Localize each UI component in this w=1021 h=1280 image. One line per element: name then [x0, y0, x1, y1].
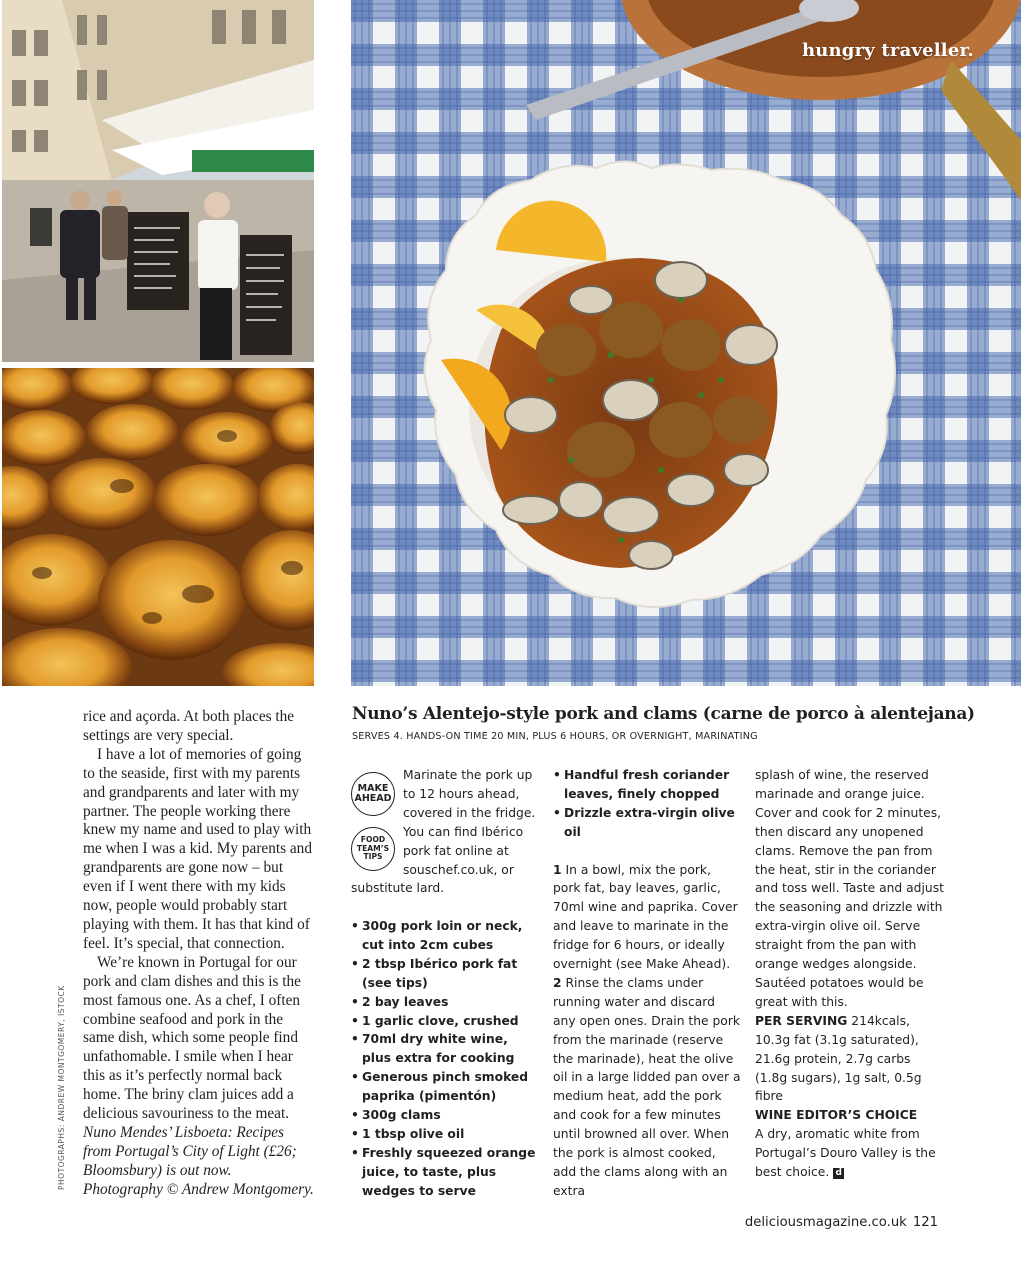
ingredient-item: • 1 tbsp olive oil — [351, 1125, 541, 1144]
method-step — [553, 974, 741, 1201]
method-column — [553, 766, 741, 1201]
ingredient-item: • 1 garlic clove, crushed — [351, 1012, 541, 1031]
photo-credit: PHOTOGRAPHS: ANDREW MONTGOMERY, ISTOCK — [57, 985, 66, 1190]
book-credit: Nuno Mendes’ Lisboeta: Recipes from Portugal’s City of Light (£26; Bloomsbury) is out now. Photography © Andrew Montgomery. — [83, 1123, 314, 1198]
ingredient-item: • 300g clams — [351, 1106, 541, 1125]
ingredient-item: • 300g pork loin or neck, cut into 2cm cubes — [351, 917, 541, 955]
per-serving-text: 214kcals, 10.3g fat (3.1g saturated), 21.6g protein, 2.7g carbs (1.8g sugars), 1g salt, 0.5g fibre — [755, 1013, 922, 1104]
ingredient-item: • 2 tbsp Ibérico pork fat (see tips) — [351, 955, 541, 993]
wine-info — [755, 1125, 945, 1182]
ingredient-item: • Drizzle extra-virgin olive oil — [553, 804, 741, 842]
end-mark-icon: d — [833, 1168, 844, 1179]
section-tag: hungry traveller. — [801, 40, 974, 61]
per-serving-label: PER SERVING — [755, 1013, 848, 1028]
tip-text: Marinate the pork up to 12 hours ahead, covered in the fridge. You can find Ibérico pork fat online at souschef.co.uk, or substitute lard. — [351, 768, 536, 896]
ingredient-item: • 2 bay leaves — [351, 993, 541, 1012]
method-step — [553, 861, 741, 974]
ingredient-item: • Freshly squeezed orange juice, to taste, plus wedges to serve — [351, 1144, 541, 1201]
step-text: In a bowl, mix the pork, pork fat, bay leaves, garlic, 70ml wine and paprika. Cover and leave to marinate in the fridge for 6 hours, or ideally overnight (see Make Ahead). — [553, 862, 738, 972]
recipe-title: Nuno’s Alentejo-style pork and clams (carne de porco à alentejana) — [352, 704, 975, 724]
article-paragraph: We’re known in Portugal for our pork and clam dishes and this is the most famous one. As a chef, I often combine seafood and pork in the same dish, which some people find unfathomable. I smile when I hear this as it’s perfectly normal back home. The briny clam juices add a delicious savouriness to the meat. — [83, 953, 301, 1123]
make-ahead-badge: MAKE AHEAD — [351, 772, 395, 816]
article-column — [83, 708, 315, 1200]
nutrition-info — [755, 1012, 945, 1107]
ingredient-item: • 70ml dry white wine, plus extra for cooking — [351, 1030, 541, 1068]
ingredient-item: • Generous pinch smoked paprika (pimentón) — [351, 1068, 541, 1106]
ingredient-item: • Handful fresh coriander leaves, finely chopped — [553, 766, 741, 804]
site-url: deliciousmagazine.co.uk — [744, 1215, 907, 1230]
wine-text: A dry, aromatic white from Portugal’s Douro Valley is the best choice. — [755, 1127, 936, 1180]
food-team-tips-badge: FOOD TEAM’S TIPS — [351, 827, 395, 871]
method-column-continued — [755, 766, 945, 1182]
step-text: Rinse the clams under running water and discard any open ones. Drain the pork from the marinade (reserve the marinade), heat the olive oil in a large lidded pan over a medium heat, add the pork and cook for a few minutes until browned all over. When the pork is almost cooked, add the clams along with an extra — [553, 975, 741, 1198]
wine-label: WINE EDITOR’S CHOICE — [755, 1108, 918, 1123]
recipe-meta: SERVES 4. HANDS-ON TIME 20 MIN, PLUS 6 HOURS, OR OVERNIGHT, MARINATING — [352, 731, 758, 742]
ingredients-list — [351, 917, 541, 1201]
step-number: 2 — [553, 975, 562, 990]
step-number: 1 — [553, 862, 562, 877]
street-photo — [2, 0, 314, 362]
page-footer — [745, 1215, 938, 1230]
page-number: 121 — [912, 1215, 938, 1230]
custard-tarts-photo — [2, 368, 314, 686]
article-paragraph: rice and açorda. At both places the settings are very special. — [83, 708, 295, 744]
article-paragraph: I have a lot of memories of going to the seaside, first with my parents and grandparents and later with my partner. The people working there knew my name and used to play with me when I was a kid. My parents and grandparents are gone now – but even if I went there with my kids now, people would probably start playing with them. It has that kind of feel. It’s special, that connection. — [83, 745, 312, 952]
pork-and-clams-photo — [351, 0, 1021, 686]
step-text-continued: splash of wine, the reserved marinade and orange juice. Cover and cook for 2 minutes, then discard any unopened clams. Remove the pan from the heat, stir in the coriander and toss well. Taste and adjust the seasoning and drizzle with extra-virgin olive oil. Serve straight from the pan with orange wedges alongside. Sautéed potatoes would be great with this. — [755, 768, 944, 1009]
